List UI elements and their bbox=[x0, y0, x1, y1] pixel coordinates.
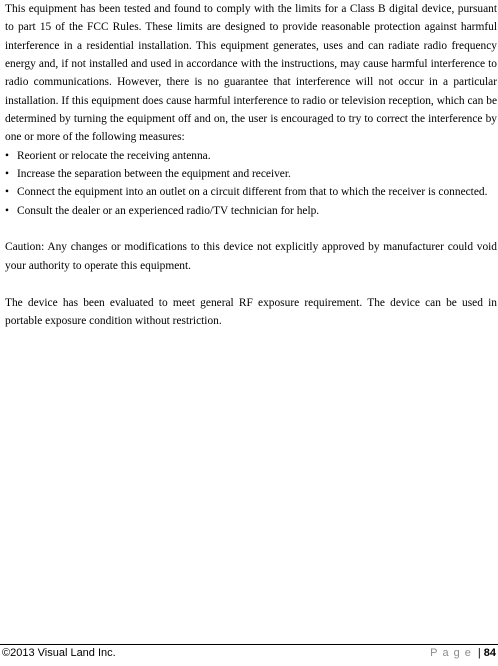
page-number: 84 bbox=[483, 647, 496, 659]
measure-text: Connect the equipment into an outlet on a circuit different from that to which the receiver is connected. bbox=[17, 186, 488, 199]
caution-paragraph: Caution: Any changes or modifications to this device not explicitly approved by manufacturer could void your authority to operate this equipment. bbox=[5, 241, 497, 272]
list-item bbox=[5, 165, 497, 183]
paragraph-spacer bbox=[5, 220, 497, 238]
measure-text: Increase the separation between the equipment and receiver. bbox=[17, 168, 291, 181]
bullet-icon: • bbox=[5, 149, 9, 162]
paragraph-spacer bbox=[5, 275, 497, 293]
measures-list bbox=[5, 147, 497, 220]
page-footer bbox=[0, 644, 498, 666]
fcc-intro-paragraph: This equipment has been tested and found to comply with the limits for a Class B digital device, pursuant to part 15 of the FCC Rules. These limits are designed to provide reasonable protection against harmful interference in a residential installation. This equipment generates, uses and can radiate radio frequency energy and, if not installed and used in accordance with the instructions, may cause harmful interference to radio communications. However, there is no guarantee that interference will not occur in a particular installation. If this equipment does cause harmful interference to radio or television reception, which can be determined by turning the equipment off and on, the user is encouraged to try to correct the interference by one or more of the following measures: bbox=[5, 3, 497, 144]
list-item bbox=[5, 147, 497, 165]
list-item bbox=[5, 202, 497, 220]
bullet-icon: • bbox=[5, 204, 9, 217]
page-label: Page bbox=[430, 647, 476, 659]
measure-text: Reorient or relocate the receiving antenna. bbox=[17, 149, 211, 162]
list-item bbox=[5, 183, 497, 201]
document-body bbox=[5, 0, 497, 330]
page-indicator bbox=[430, 647, 496, 659]
page-separator: | bbox=[477, 647, 481, 659]
copyright-text: ©2013 Visual Land Inc. bbox=[2, 647, 116, 659]
measure-text: Consult the dealer or an experienced radio/TV technician for help. bbox=[17, 204, 320, 217]
rf-exposure-paragraph: The device has been evaluated to meet general RF exposure requirement. The device can be used in portable exposure condition without restriction. bbox=[5, 296, 497, 327]
bullet-icon: • bbox=[5, 186, 9, 199]
bullet-icon: • bbox=[5, 168, 9, 181]
